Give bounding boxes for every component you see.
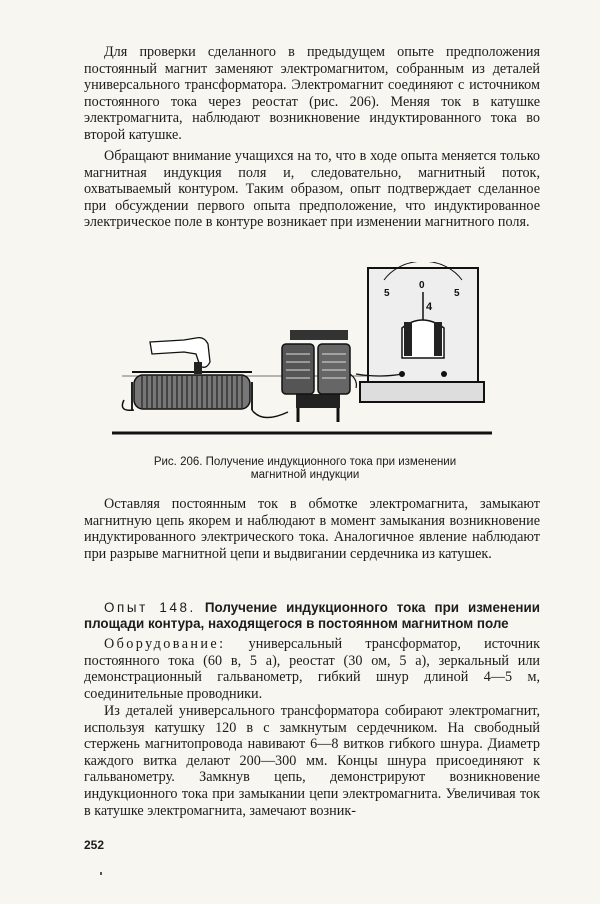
rheostat xyxy=(122,372,288,418)
experiment-heading xyxy=(84,600,540,633)
page-number: 252 xyxy=(84,838,105,852)
paragraph-3: Оставляя постоянным ток в обмотке электромагнита, замыкают магнитную цепь якорем и наблюдают в момент замыкания возникновение индуктированного электрического тока. Аналогичное явление наблюдают при разрыве магнитной цепи и выдвигании сердечника из катушек. xyxy=(84,496,540,562)
paragraph-5: Из деталей универсального трансформатора собирают электромагнит, используя катушку 120 в с замкнутым сердечником. На свободный стержень магнитопровода навивают 6—8 витков гибкого шнура. Диаметр каждого витка делают 200—300 мм. Концы шнура присоединяют к гальванометру. Замкнув цепь, демонстрируют возникновение индукционного тока при замыкании цепи электромагнита. Увеличивая ток в катушке электромагнита, замечают возник- xyxy=(84,703,540,819)
galvanometer xyxy=(356,262,484,402)
print-speck xyxy=(100,872,102,875)
scale-zero-label: 0 xyxy=(419,280,425,291)
equipment-list: универсальный трансформатор, источник постоянного тока (60 в, 5 а), реостат (30 ом, 5 а), зеркальный или демонстрационный гальванометр, гибкий шнур длиной 4—5 м, соединительные проводники. xyxy=(84,636,540,702)
equipment-label: Оборудование: xyxy=(104,636,226,652)
experiment-title: Получение индукционного тока при изменении площади контура, находящегося в постоянном магнитном поле xyxy=(84,600,540,632)
caption-line-2: магнитной индукции xyxy=(250,469,360,481)
scale-left-label: 5 xyxy=(384,288,390,299)
experiment-number: Опыт 148. xyxy=(104,600,196,615)
scale-right-label: 5 xyxy=(454,288,460,299)
figure-caption xyxy=(100,456,510,482)
paragraph-1: Для проверки сделанного в предыдущем опыте предположения постоянный магнит заменяют электромагнитом, собранным из деталей универсального трансформатора. Электромагнит соединяют с источником постоянного тока через реостат (рис. 206). Меняя ток в катушке электромагнита, наблюдают возникновение индуктированного тока во второй катушке. xyxy=(84,44,540,143)
paragraph-2: Обращают внимание учащихся на то, что в ходе опыта меняется только магнитная индукция поля и, следовательно, магнитный поток, охватываемый контуром. Таким образом, опыт подтверждает сделанное при обсуждении первого опыта предположение, что индуктированное электрическое поле в контуре возникает при изменении магнитного поля. xyxy=(84,148,540,231)
dial-label: 4 xyxy=(426,301,433,313)
figure-206-illustration xyxy=(112,262,492,444)
equipment-paragraph xyxy=(84,636,540,702)
hand-on-slider xyxy=(150,338,210,374)
electromagnet-transformer xyxy=(282,330,356,422)
caption-line-1: Рис. 206. Получение индукционного тока при изменении xyxy=(153,456,457,468)
